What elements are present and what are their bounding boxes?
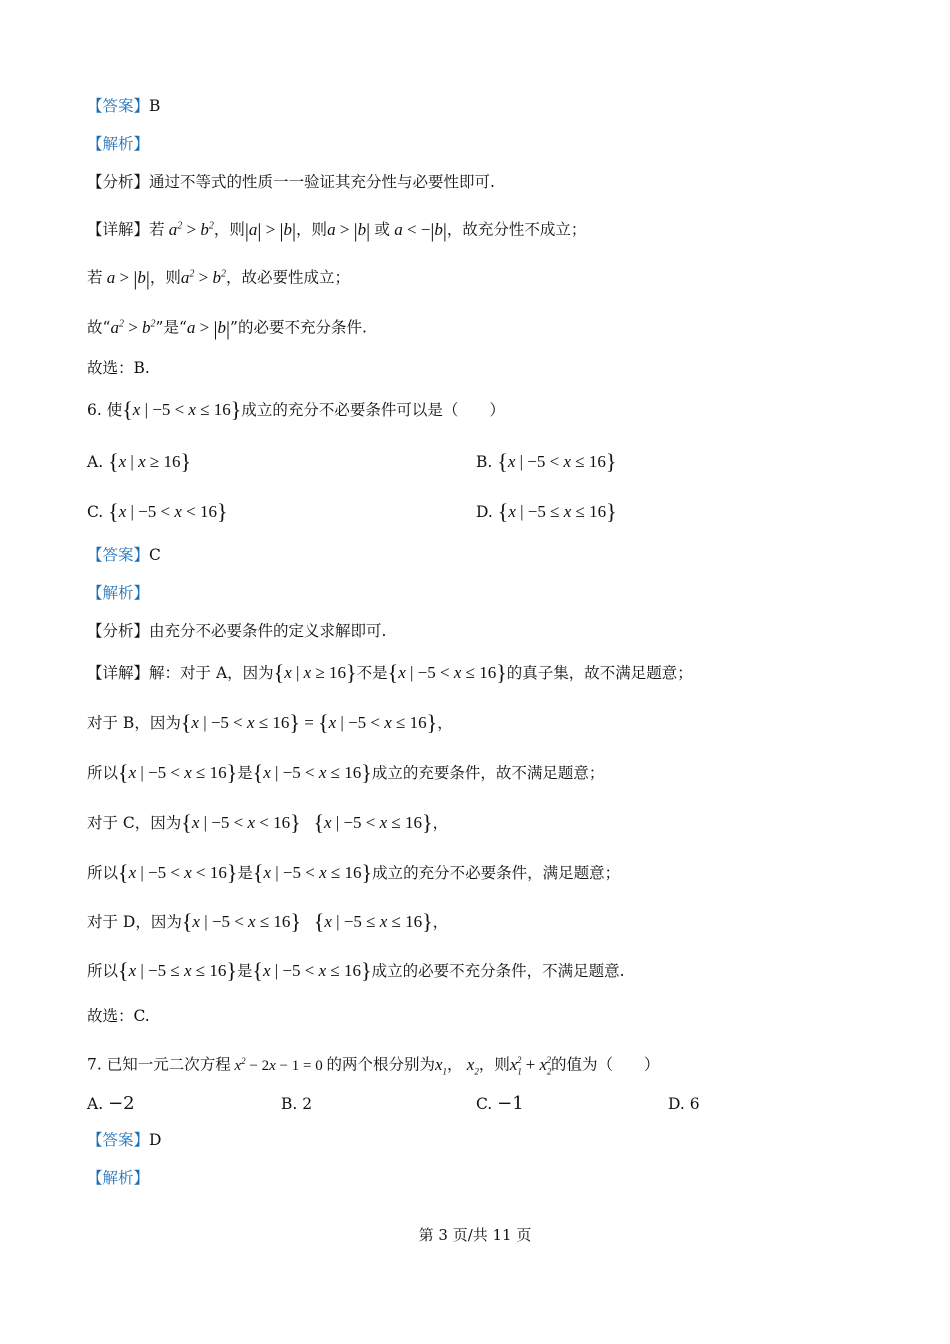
math-set: {x | −5 ≤ x ≤ 16}	[497, 499, 617, 524]
math-expr: |a| > |b|	[244, 219, 297, 242]
text: ，故充分性不成立；	[446, 220, 587, 239]
text: ”是“	[155, 318, 187, 337]
text: ，则	[478, 1055, 510, 1074]
detail-tag: 【详解】	[87, 220, 150, 239]
q5-conclusion: 故选：B.	[87, 359, 150, 377]
q6-detail-line-6: 对于 D，因为{x | −5 < x ≤ 16} {x | −5 ≤ x ≤ 16}，	[87, 909, 449, 934]
math-set: {x | −5 < x ≤ 16}	[252, 860, 373, 885]
q6-answer: C	[149, 546, 161, 564]
q7-option-d[interactable]: D. 6	[668, 1095, 700, 1113]
text: 若	[87, 268, 103, 287]
q6-detail-line-5	[87, 861, 620, 885]
option-label: D.	[476, 503, 493, 521]
text: 对于 D，因为	[87, 913, 182, 931]
text: ”的必要不充分条件.	[230, 318, 367, 337]
q5-detail-line-3	[87, 312, 367, 341]
q5-analysis-line	[87, 132, 149, 156]
answer-tag: 【答案】	[87, 97, 150, 115]
math-expr: a > |b|	[327, 219, 371, 242]
q6-method-line	[87, 619, 386, 643]
q6-answer-line	[87, 543, 161, 567]
text: 对于 C，因为	[87, 814, 182, 832]
math-set: {x | −5 < x ≤ 16}	[387, 660, 507, 685]
q7-analysis-line	[87, 1166, 149, 1190]
text: 是	[237, 864, 253, 882]
q5-answer-line	[87, 94, 160, 118]
math-expr: $a^2 > b^2$	[110, 317, 156, 337]
q6-option-a[interactable]	[87, 450, 191, 474]
method-tag: 【分析】	[87, 622, 150, 640]
math-expr: $x_1^2 + x_2^2$	[509, 1054, 552, 1077]
text: ，则	[149, 268, 181, 287]
text: 成立的充要条件，故不满足题意；	[371, 764, 605, 782]
q5-answer: B	[149, 97, 161, 115]
text: ，则	[213, 220, 245, 239]
q6-conclusion: 故选：C.	[87, 1007, 150, 1025]
option-label: B.	[476, 453, 493, 471]
math-set: {x | −5 < x ≤ 16}	[252, 760, 372, 785]
text: 成立的充分不必要条件可以是（ ）	[241, 401, 505, 419]
math-expr: $x_2$	[462, 1054, 479, 1077]
math-set: {x | −5 < x ≤ 16}	[118, 760, 238, 785]
q6-analysis-line	[87, 581, 149, 605]
math-set: {x | −5 < x ≤ 16}	[252, 958, 372, 983]
text: 所以	[87, 864, 119, 882]
math-set: {x | −5 < x ≤ 16} = {x | −5 < x ≤ 16}	[180, 710, 438, 735]
text: 故“	[87, 318, 111, 337]
math-set: {x | −5 < x < 16}	[108, 499, 228, 524]
answer-tag: 【答案】	[87, 1131, 150, 1149]
text: 对于 B，因为	[87, 714, 181, 732]
q6-option-b[interactable]	[476, 450, 616, 474]
q6-detail-line-2: 对于 B，因为{x | −5 < x ≤ 16} = {x | −5 < x ≤ 16}，	[87, 710, 453, 735]
method-tag: 【分析】	[87, 173, 150, 191]
analysis-tag: 【解析】	[87, 1169, 150, 1187]
option-label: C.	[476, 1095, 493, 1113]
q6-detail-line-7	[87, 959, 625, 983]
text: 所以	[87, 764, 119, 782]
text: 或	[374, 220, 390, 239]
q6-detail-line-4: 对于 C，因为{x | −5 < x < 16} {x | −5 < x ≤ 16}，	[87, 810, 449, 835]
text: 成立的必要不充分条件，不满足题意.	[371, 962, 625, 980]
math-set: {x | −5 < x < 16}	[118, 860, 238, 885]
text: ，故必要性成立；	[226, 268, 351, 287]
q5-method-line	[87, 170, 495, 194]
q5-detail-line-2	[87, 262, 350, 291]
option-label: C.	[87, 503, 104, 521]
q5-method: 通过不等式的性质一一验证其充分性与必要性即可.	[149, 173, 495, 191]
math-expr: a < −|b|	[389, 219, 447, 242]
text: 是	[236, 962, 253, 980]
math-set: {x | −5 < x ≤ 16}	[122, 397, 242, 422]
q7-answer-line	[87, 1128, 161, 1152]
text: 的真子集，故不满足题意；	[506, 664, 693, 682]
text: 成立的充分不必要条件，满足题意；	[372, 864, 621, 882]
page-footer: 第 3 页/共 11 页	[418, 1226, 532, 1244]
math-set: {x | −5 < x ≤ 16}	[497, 449, 617, 474]
text: 的值为（ ）	[551, 1055, 660, 1074]
q7-option-a[interactable]	[87, 1092, 135, 1116]
math-expr: $x_1$	[434, 1054, 448, 1077]
q6-detail-line-3	[87, 761, 604, 785]
q7-stem: 7. 已知一元二次方程 $x^2 - 2x - 1 = 0$ 的两个根分别为$x_1$， $x_2$，则$x_1^2 + x_2^2$的值为（ ）	[87, 1054, 660, 1077]
analysis-tag: 【解析】	[87, 135, 150, 153]
q7-option-b[interactable]: B. 2	[281, 1095, 313, 1113]
text: ，则	[296, 220, 328, 239]
math-set: {x | x ≥ 16}	[108, 449, 192, 474]
q6-detail-line-1	[87, 661, 693, 685]
option-value: −1	[497, 1093, 524, 1114]
option-value: −2	[108, 1093, 135, 1114]
math-set: {x | −5 < x ≤ 16} {x | −5 ≤ x ≤ 16}	[181, 909, 433, 934]
option-label: A.	[87, 453, 104, 471]
text: 不是	[356, 664, 388, 682]
q6-method: 由充分不必要条件的定义求解即可.	[149, 622, 387, 640]
text: 解：对于 A，因为	[149, 664, 274, 682]
text: 所以	[87, 962, 119, 980]
detail-tag: 【详解】	[87, 664, 150, 682]
q7-option-c[interactable]	[476, 1092, 524, 1116]
math-set: {x | −5 < x < 16} {x | −5 < x ≤ 16}	[181, 810, 433, 835]
math-expr: $a^2 > b^2$	[164, 219, 214, 239]
math-expr: $a^2 > b^2$	[180, 267, 226, 287]
text: 6. 使	[87, 401, 123, 419]
math-expr: a > |b|	[102, 267, 150, 290]
math-set: {x | x ≥ 16}	[273, 660, 357, 685]
math-expr: a > |b|	[186, 317, 231, 340]
text: 是	[237, 764, 253, 782]
text: 7. 已知一元二次方程	[87, 1055, 231, 1074]
q6-option-c[interactable]	[87, 500, 228, 524]
q7-answer: D	[149, 1131, 162, 1149]
text: 的两个根分别为	[326, 1055, 435, 1074]
option-label: A.	[87, 1095, 104, 1113]
math-expr: $x^2 - 2x - 1 = 0$	[230, 1055, 323, 1074]
q5-detail-line-1	[87, 214, 586, 243]
q6-option-d[interactable]	[476, 500, 617, 524]
q6-stem	[87, 398, 505, 422]
analysis-tag: 【解析】	[87, 584, 150, 602]
text: 若	[149, 220, 165, 239]
math-set: {x | −5 ≤ x ≤ 16}	[118, 958, 237, 983]
answer-tag: 【答案】	[87, 546, 150, 564]
